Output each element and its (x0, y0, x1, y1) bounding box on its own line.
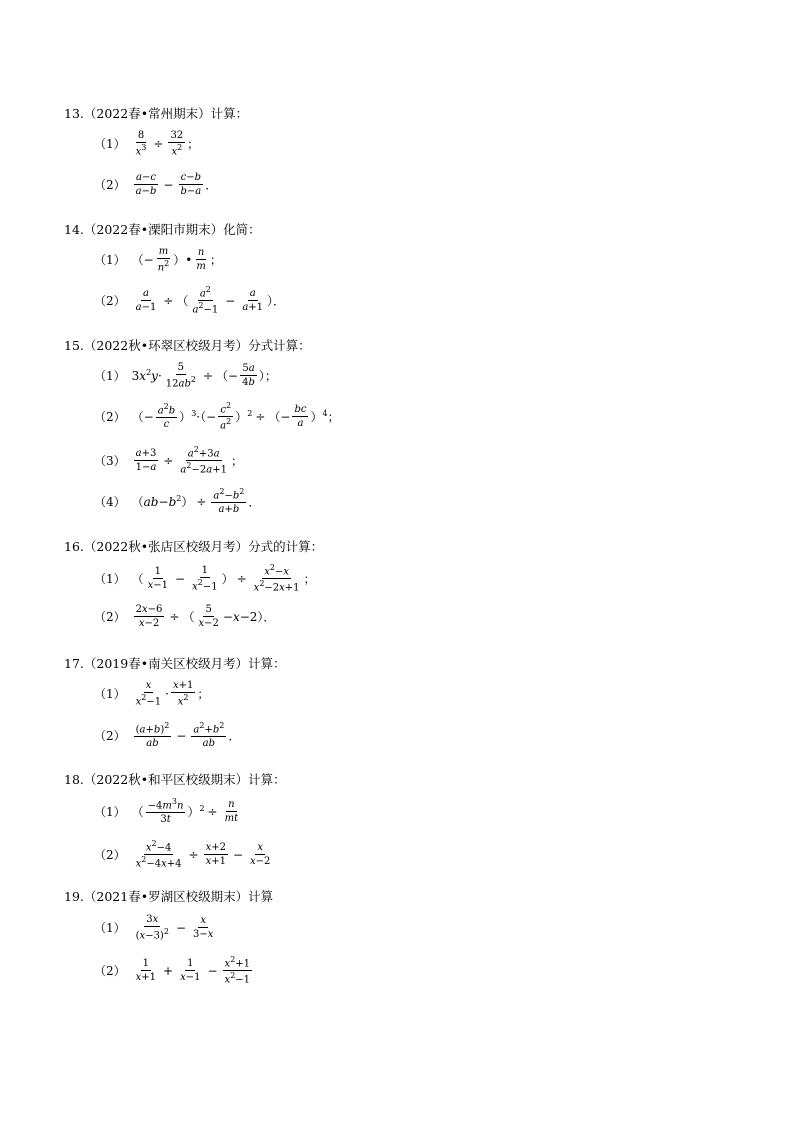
fraction: $\frac{a}{a-1}$ (135, 288, 157, 314)
problem-16-part-1: （1） （ $\frac{1}{x-1}$ − $\frac{1}{x^2-1}$ ） ÷ $\frac{x^2-x}{x^2-2x+1}$ ； (94, 563, 316, 594)
problem-19-part-2: （2） $\frac{1}{x+1}$ + $\frac{1}{x-1}$ − $\frac{x^2+1}{x^2-1}$ (94, 955, 251, 986)
part-label: （2） (94, 729, 126, 744)
fraction: $\frac{c^2}{a^2}$ (220, 401, 232, 432)
fraction: $\frac{bc}{a}$ (294, 404, 307, 430)
fraction: $\frac{-4m^3n}{3t}$ (147, 797, 184, 826)
problem-18-part-1: （1） （ $\frac{-4m^3n}{3t}$ ）$^2$ ÷ $\frac{n}{mt}$ (94, 797, 239, 826)
part-label: （1） (94, 805, 126, 820)
part-label: （2） (94, 178, 126, 192)
part-label: （1） (94, 687, 126, 702)
problem-18-title: 18.（2022秋•和平区校级期末）计算： (64, 772, 286, 787)
part-label: （2） (94, 294, 126, 309)
problem-13-part-2: （2） $\frac{a-c}{a-b}$ − $\frac{c-b}{b-a}$ ． (94, 172, 218, 197)
fraction: $\frac{5a}{4b}$ (242, 363, 255, 389)
problem-14-part-1: （1） （− $\frac{m}{n^2}$ ）• $\frac{n}{m}$ ； (94, 246, 222, 274)
part-label: （2） (94, 410, 126, 425)
fraction: $\frac{x}{x-2}$ (250, 842, 271, 868)
fraction: $\frac{x}{3-x}$ (193, 915, 214, 941)
fraction: $\frac{1}{x^2-1}$ (192, 565, 218, 593)
fraction: $\frac{5}{x-2}$ (198, 604, 219, 629)
fraction: $\frac{n}{m}$ (196, 247, 206, 273)
fraction: $\frac{c-b}{b-a}$ (180, 172, 202, 197)
fraction: $\frac{1}{x-1}$ (180, 958, 201, 984)
fraction: $\frac{1}{x+1}$ (135, 958, 157, 984)
problem-15-part-3: （3） $\frac{a+3}{1-a}$ ÷ $\frac{a^2+3a}{a^2-2a+1}$ ； (94, 445, 243, 476)
fraction: $\frac{8}{x^3}$ (135, 130, 147, 158)
fraction: $\frac{a^2+b^2}{ab}$ (193, 721, 225, 750)
problem-19-title: 19.（2021春•罗湖区校级期末）计算 (64, 889, 274, 904)
fraction: $\frac{(a+b)^2}{ab}$ (135, 721, 170, 750)
fraction: $\frac{a^2}{a^2-1}$ (192, 285, 219, 316)
fraction: $\frac{1}{x-1}$ (147, 566, 169, 592)
part-label: （1） (94, 253, 126, 268)
fraction: $\frac{a-c}{a-b}$ (135, 172, 157, 197)
problem-13-part-1: （1） $\frac{8}{x^3}$ ÷ $\frac{32}{x^2}$ ； (94, 130, 200, 158)
problem-14-part-2: （2） $\frac{a}{a-1}$ ÷ （ $\frac{a^2}{a^2-1}$ − $\frac{a}{a+1}$ ）． (94, 285, 286, 316)
fraction: $\frac{x+2}{x+1}$ (205, 842, 226, 868)
fraction: $\frac{x}{x^2-1}$ (135, 680, 162, 708)
part-label: （2） (94, 964, 126, 979)
fraction: $\frac{a}{a+1}$ (242, 288, 264, 314)
problem-19-part-1: （1） $\frac{3x}{(x-3)^2}$ − $\frac{x}{3-x}$ (94, 914, 214, 942)
fraction: $\frac{x^2-x}{x^2-2x+1}$ (253, 563, 300, 594)
fraction: $\frac{x^2+1}{x^2-1}$ (224, 955, 251, 986)
problem-16-part-2: （2） $\frac{2x-6}{x-2}$ ÷ （ $\frac{5}{x-2}$ −x−2）． (94, 604, 276, 629)
fraction: $\frac{x^2-4}{x^2-4x+4}$ (135, 839, 182, 870)
problem-15-title: 15.（2022秋•环翠区校级月考）分式计算： (64, 338, 311, 353)
problem-17-part-2: （2） $\frac{(a+b)^2}{ab}$ − $\frac{a^2+b^2}{ab}$ ． (94, 721, 241, 750)
problem-13-title: 13.（2022春•常州期末）计算： (64, 106, 249, 121)
problem-15-part-4: （4） $(ab-b^2)$ ÷ $\frac{a^2-b^2}{a+b}$ ． (94, 487, 261, 516)
problem-14-title: 14.（2022春•溧阳市期末）化简： (64, 222, 261, 237)
fraction: $\frac{32}{x^2}$ (170, 130, 184, 158)
fraction: $\frac{a^2b}{c}$ (157, 402, 176, 431)
part-label: （4） (94, 495, 126, 510)
fraction: $\frac{n}{mt}$ (224, 799, 239, 825)
problem-15-part-2: （2） （− $\frac{a^2b}{c}$ ）$^3$·（− $\frac{c^2}{a^2}$ ）$^2$ ÷ （− $\frac{bc}{a}$ ）$^4$； (94, 401, 340, 432)
fraction: $\frac{2x-6}{x-2}$ (135, 604, 163, 629)
problem-15-part-1: （1） $3x^2y\cdot$ $\frac{5}{12ab^2}$ ÷ （− $\frac{5a}{4b}$ ）； (94, 362, 277, 390)
fraction: $\frac{x+1}{x^2}$ (172, 680, 194, 708)
part-label: （3） (94, 454, 126, 469)
fraction: $\frac{5}{12ab^2}$ (165, 362, 196, 390)
problem-17-title: 17.（2019春•南关区校级月考）计算： (64, 656, 286, 671)
part-label: （2） (94, 848, 126, 863)
fraction: $\frac{a^2-b^2}{a+b}$ (213, 487, 245, 516)
part-label: （1） (94, 921, 126, 936)
fraction: $\frac{a+3}{1-a}$ (135, 448, 157, 474)
fraction: $\frac{a^2+3a}{a^2-2a+1}$ (180, 445, 227, 476)
problem-17-part-1: （1） $\frac{x}{x^2-1}$ · $\frac{x+1}{x^2}$ ； (94, 680, 210, 708)
problem-18-part-2: （2） $\frac{x^2-4}{x^2-4x+4}$ ÷ $\frac{x+2}{x+1}$ − $\frac{x}{x-2}$ (94, 839, 271, 870)
part-label: （1） (94, 137, 126, 152)
part-label: （1） (94, 572, 126, 587)
part-label: （1） (94, 369, 126, 384)
part-label: （2） (94, 610, 126, 624)
fraction: $\frac{m}{n^2}$ (157, 246, 170, 274)
fraction: $\frac{3x}{(x-3)^2}$ (135, 914, 169, 942)
problem-16-title: 16.（2022秋•张店区校级月考）分式的计算： (64, 539, 324, 554)
